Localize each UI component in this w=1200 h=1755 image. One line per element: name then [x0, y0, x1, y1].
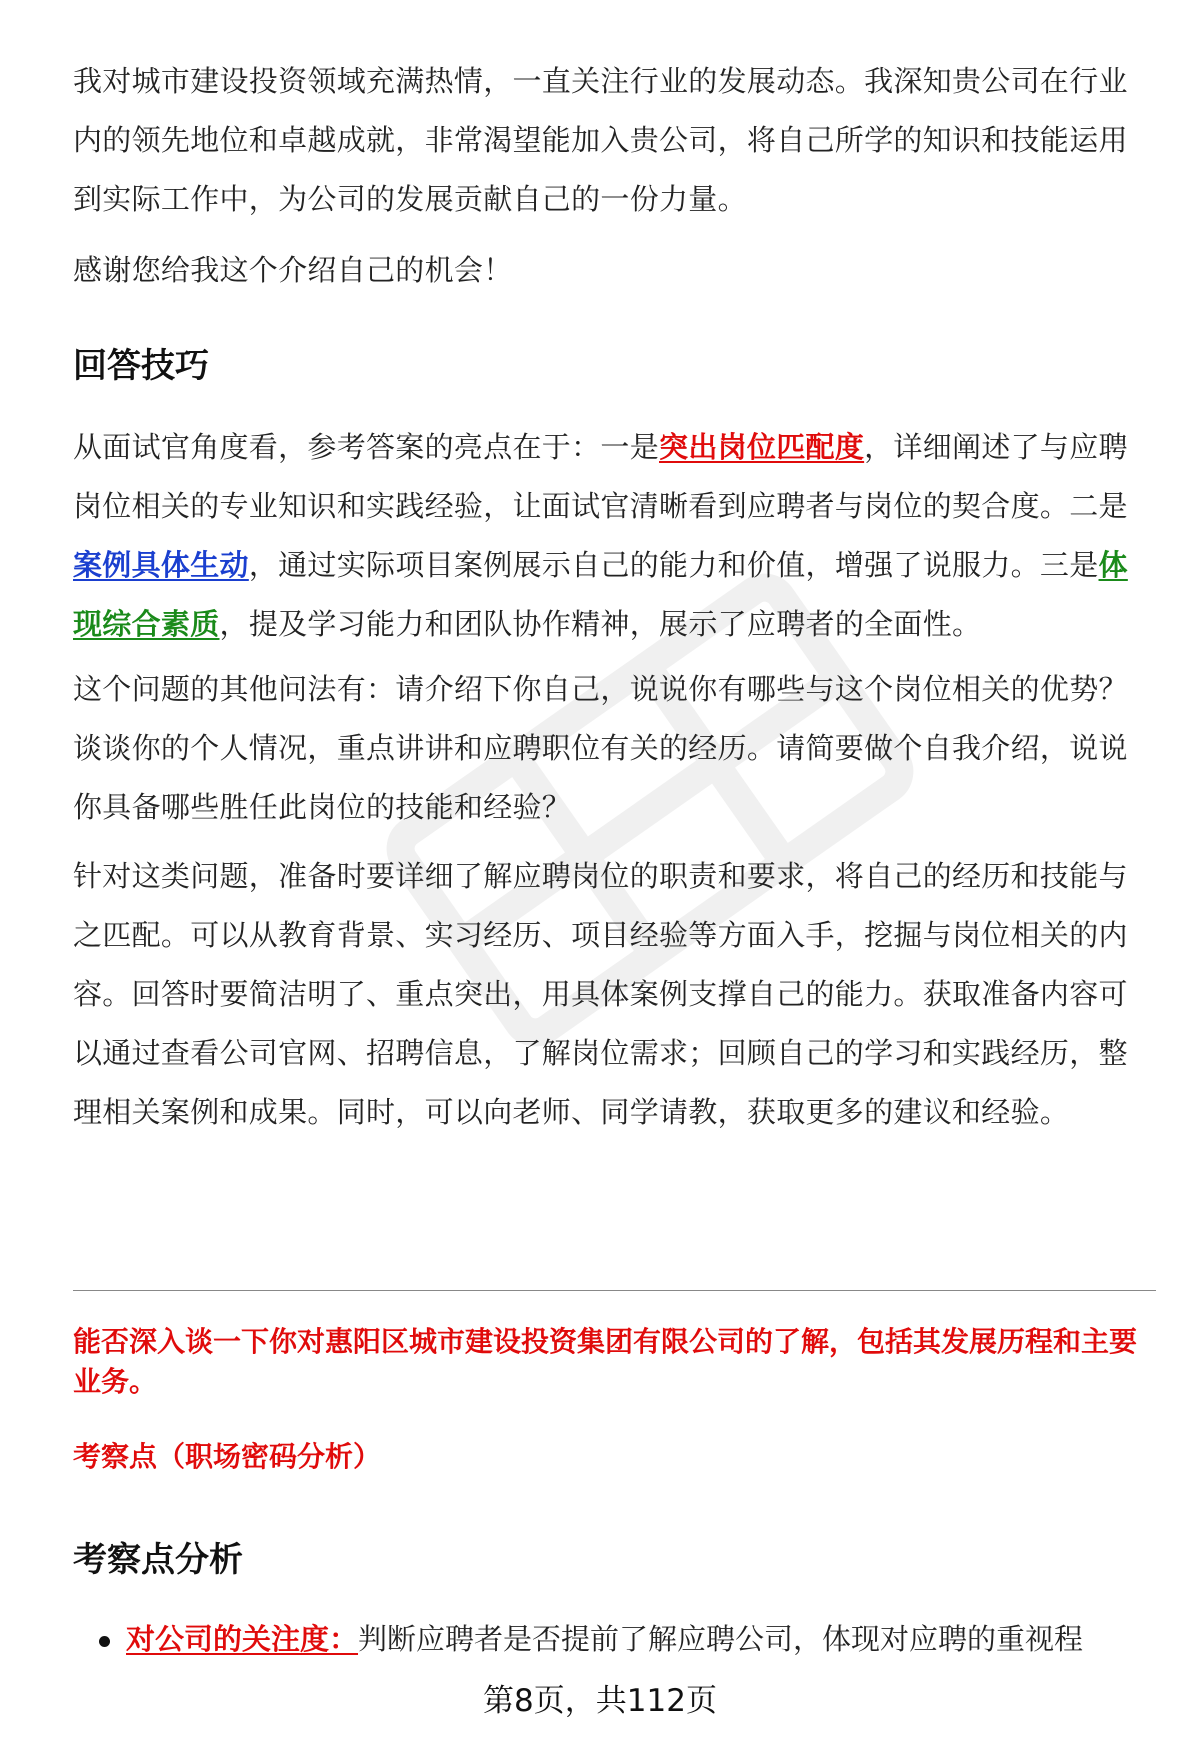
highlight-overall-quality: 体现综合素质	[73, 548, 1128, 641]
heading-analysis: 考察点分析	[73, 1540, 243, 1580]
tips-text-2: ，详细阐述了与应聘岗位相关的专业知识和实践经验，让面试官清晰看到应聘者与岗位的契合度。二是	[73, 430, 1128, 523]
tips-paragraph	[73, 418, 1148, 654]
tips-text-4: ，提及学习能力和团队协作精神，展示了应聘者的全面性。	[219, 607, 982, 641]
bullet-icon	[99, 1636, 110, 1647]
tips-text-1: 从面试官角度看，参考答案的亮点在于：一是	[73, 430, 660, 464]
bullet-text: 判断应聘者是否提前了解应聘公司，体现对应聘的重视程	[358, 1622, 1084, 1656]
exam-point-label: 考察点（职场密码分析）	[73, 1440, 382, 1473]
highlight-job-match: 突出岗位匹配度	[659, 430, 865, 464]
preparation-paragraph: 针对这类问题，准备时要详细了解应聘岗位的职责和要求，将自己的经历和技能与之匹配。可以从教育背景、实习经历、项目经验等方面入手，挖掘与岗位相关的内容。回答时要简洁明了、重点突出，用具体案例支撑自己的能力。获取准备内容可以通过查看公司官网、招聘信息，了解岗位需求；回顾自己的学习和实践经历，整理相关案例和成果。同时，可以向老师、同学请教，获取更多的建议和经验。	[73, 859, 1128, 1129]
tips-text-3: ，通过实际项目案例展示自己的能力和价值，增强了说服力。三是	[248, 548, 1099, 582]
page-number: 第8页，共112页	[483, 1683, 717, 1719]
bullet-label: 对公司的关注度：	[126, 1622, 359, 1656]
interview-question: 能否深入谈一下你对惠阳区城市建设投资集团有限公司的了解，包括其发展历程和主要业务。	[73, 1325, 1138, 1398]
intro-paragraph: 我对城市建设投资领域充满热情，一直关注行业的发展动态。我深知贵公司在行业内的领先地位和卓越成就，非常渴望能加入贵公司，将自己所学的知识和技能运用到实际工作中，为公司的发展贡献自己的一份力量。	[73, 64, 1128, 216]
bullet-item	[126, 1617, 1083, 1658]
other-questions-paragraph: 这个问题的其他问法有：请介绍下你自己，说说你有哪些与这个岗位相关的优势？谈谈你的个人情况，重点讲讲和应聘职位有关的经历。请简要做个自我介绍，说说你具备哪些胜任此岗位的技能和经验？	[73, 672, 1128, 824]
thanks-paragraph: 感谢您给我这个介绍自己的机会！	[73, 253, 513, 287]
section-divider	[73, 1290, 1156, 1291]
heading-answer-tips: 回答技巧	[73, 346, 209, 386]
highlight-vivid-cases: 案例具体生动	[73, 548, 249, 582]
